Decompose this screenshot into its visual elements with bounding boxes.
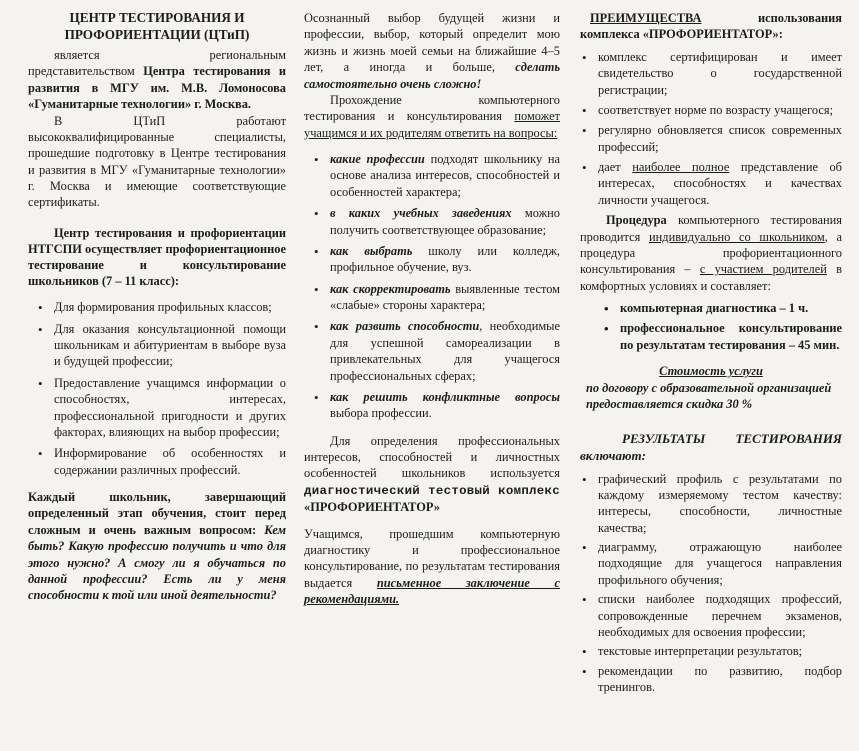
list-item: • регулярно обновляется список современных профессий; — [580, 122, 842, 155]
list-item: • какие профессии подходят школьнику на основе анализа интересов, способностей и особенностей характера; — [304, 151, 560, 200]
intro-paragraph: является региональным представительством Центра тестирования и развития в МГУ им. М.В. Ломоносова «Гуманитарные технологии» г. Москва. — [28, 48, 287, 112]
list-item: • текстовые интерпретации результатов; — [580, 643, 842, 659]
list-item: • комплекс сертифицирован и имеет свидетельство о государственной регистрации; — [580, 49, 842, 98]
list-item: • Информирование об особенностях и содержании различных профессий. — [28, 445, 286, 478]
advantages-heading: ПРЕИМУЩЕСТВА использования комплекса «ПРОФОРИЕНТАТОР»: — [580, 11, 842, 42]
choice-paragraph: Осознанный выбор будущей жизни и профессии, выбор, который определит мою жизнь и жизнь моей семьи на ближайшие 4–5 лет, а иногда и больше, сделать самостоятельно очень сложно! — [304, 11, 560, 91]
list-item: • профессиональное консультирование по результатам тестирования – 45 мин. — [602, 320, 842, 353]
column-middle — [304, 10, 560, 607]
list-item: • в каких учебных заведениях можно получить соответствующее образование; — [304, 205, 560, 238]
services-heading: Центр тестирования и профориентации НТГСПИ осуществляет профориентационное тестирование и консультирование школьников (7 – 11 класс): — [28, 225, 286, 289]
list-item: • как решить конфликтные вопросы выбора профессии. — [304, 389, 560, 422]
list-item: • компьютерная диагностика – 1 ч. — [602, 300, 842, 316]
complex-paragraph: Для определения профессиональных интересов, способностей и личностных особенностей школьников используется диагностический тестовый комплекс «ПРОФОРИЕНТАТОР» — [304, 433, 560, 515]
list-item: • как скорректировать выявленные тестом «слабые» стороны характера; — [304, 281, 560, 314]
question-paragraph: Каждый школьник, завершающий определенный этап обучения, стоит перед сложным и очень важным вопросом: Кем быть? Какую профессию получить и что для этого нужно? А смогу ли я обучаться по данной профессии? Есть ли у меня способности к той или иной деятельности? — [28, 490, 286, 603]
list-item: • как выбрать школу или колледж, профильное обучение, вуз. — [304, 243, 560, 276]
cost-text: по договору с образовательной организацией предоставляется скидка 30 % — [586, 380, 832, 411]
conclusion-paragraph: Учащимся, прошедшим компьютерную диагностику и профессиональное консультирование, по результатам тестирования выдается письменное заключение с рекомендациями. — [304, 526, 560, 606]
questions-list — [304, 151, 560, 422]
list-item: • Для формирования профильных классов; — [28, 299, 286, 315]
results-list — [580, 471, 842, 696]
list-item: • соответствует норме по возрасту учащегося; — [580, 102, 842, 118]
cost-title: Стоимость услуги — [659, 364, 763, 379]
center-title: ЦЕНТР ТЕСТИРОВАНИЯ И ПРОФОРИЕНТАЦИИ (ЦТиП) — [64, 10, 250, 42]
staff-paragraph: В ЦТиП работают высококвалифицированные специалисты, прошедшие подготовку в Центре тестирования и развития в МГУ «Гуманитарные технологии» г. Москва и имеющие соответствующие сертификаты. — [28, 113, 286, 210]
column-left — [28, 10, 286, 604]
list-item: • списки наиболее подходящих профессий, сопровожденные перечнем экзаменов, необходимых для освоения профессии; — [580, 591, 842, 640]
list-item: • диаграмму, отражающую наиболее подходящие для учащегося направления профильного обучения; — [580, 539, 842, 588]
list-item: • Предоставление учащимся информации о способностях, интересах, профессиональной пригодности и других факторах, влияющих на выбор профессии; — [28, 375, 286, 441]
list-item: • дает наиболее полное представление об интересах, способностях и качествах личности учащегося. — [580, 159, 842, 208]
procedure-paragraph: Процедура компьютерного тестирования проводится индивидуально со школьником, а процедура профориентационного консультирования – с участием родителей в комфортных условиях и составляет: — [580, 213, 842, 293]
testing-paragraph: Прохождение компьютерного тестирования и консультирования поможет учащимся и их родителям ответить на вопросы: — [304, 92, 560, 140]
list-item: • графический профиль с результатами по каждому измеряемому тестом качеству: интересы, способности, личностные качества; — [580, 471, 842, 537]
services-list — [28, 299, 286, 478]
list-item: • рекомендации по развитию, подбор тренингов. — [580, 663, 842, 696]
results-subheading: включают: — [580, 448, 646, 464]
results-heading: РЕЗУЛЬТАТЫ ТЕСТИРОВАНИЯ — [622, 431, 842, 447]
procedure-list — [580, 300, 842, 353]
column-right — [580, 10, 842, 698]
list-item: • как развить способности, необходимые для успешной самореализации в привлекательных для учащегося профессиональных сферах; — [304, 318, 560, 384]
list-item: • Для оказания консультационной помощи школьникам и абитуриентам в выборе вуза и будущей профессии; — [28, 321, 286, 370]
advantages-list — [580, 49, 842, 208]
